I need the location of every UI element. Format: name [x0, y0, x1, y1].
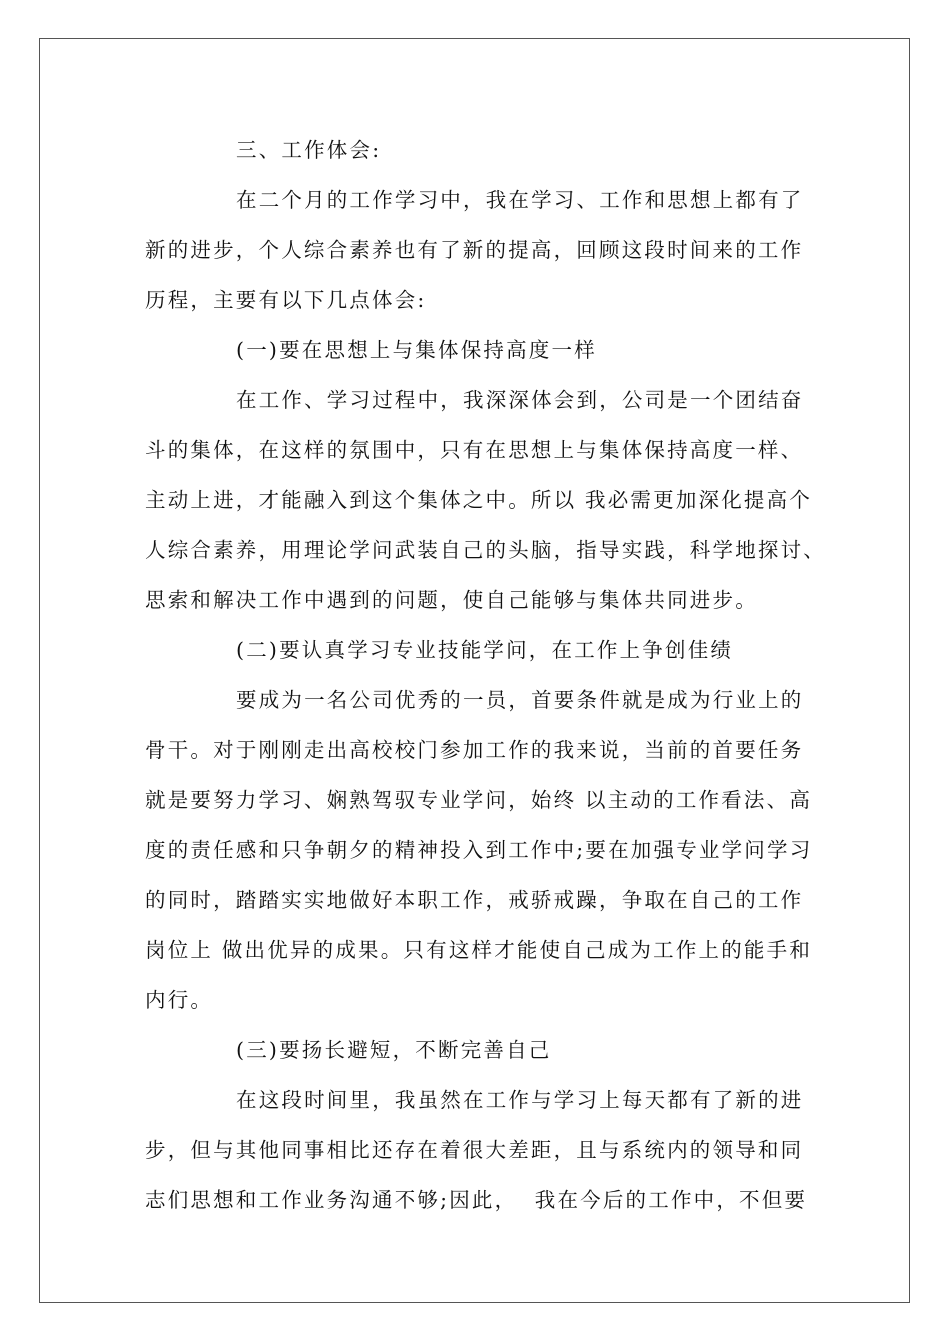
paragraph-line: 就是要努力学习、娴熟驾驭专业学问，始终 以主动的工作看法、高: [145, 788, 813, 812]
paragraph-line: 志们思想和工作业务沟通不够;因此， 我在今后的工作中，不但要: [145, 1188, 808, 1212]
section-heading: 三、工作体会:: [236, 138, 382, 162]
paragraph-line: 主动上进，才能融入到这个集体之中。所以 我必需更加深化提高个: [145, 488, 813, 512]
paragraph-line: 新的进步，个人综合素养也有了新的提高，回顾这段时间来的工作: [145, 238, 804, 262]
paragraph-line: 在工作、学习过程中，我深深体会到，公司是一个团结奋: [236, 388, 804, 412]
paragraph-line: 人综合素养，用理论学问武装自己的头脑，指导实践，科学地探讨、: [145, 538, 826, 562]
paragraph-line: 的同时，踏踏实实地做好本职工作，戒骄戒躁，争取在自己的工作: [145, 888, 804, 912]
paragraph-line: 思索和解决工作中遇到的问题，使自己能够与集体共同进步。: [145, 588, 758, 612]
subheading: (二)要认真学习专业技能学问，在工作上争创佳绩: [236, 638, 734, 662]
paragraph-line: 度的责任感和只争朝夕的精神投入到工作中;要在加强专业学问学习: [145, 838, 813, 862]
subheading: (一)要在思想上与集体保持高度一样: [236, 338, 597, 362]
paragraph-line: 在二个月的工作学习中，我在学习、工作和思想上都有了: [236, 188, 804, 212]
paragraph-line: 岗位上 做出优异的成果。只有这样才能使自己成为工作上的能手和: [145, 938, 813, 962]
paragraph-line: 骨干。对于刚刚走出高校校门参加工作的我来说，当前的首要任务: [145, 738, 804, 762]
paragraph-line: 内行。: [145, 988, 214, 1012]
paragraph-line: 步，但与其他同事相比还存在着很大差距，且与系统内的领导和同: [145, 1138, 804, 1162]
paragraph-line: 历程，主要有以下几点体会:: [145, 288, 427, 312]
paragraph-line: 斗的集体，在这样的氛围中，只有在思想上与集体保持高度一样、: [145, 438, 804, 462]
subheading: (三)要扬长避短，不断完善自己: [236, 1038, 552, 1062]
paragraph-line: 在这段时间里，我虽然在工作与学习上每天都有了新的进: [236, 1088, 804, 1112]
paragraph-line: 要成为一名公司优秀的一员，首要条件就是成为行业上的: [236, 688, 804, 712]
